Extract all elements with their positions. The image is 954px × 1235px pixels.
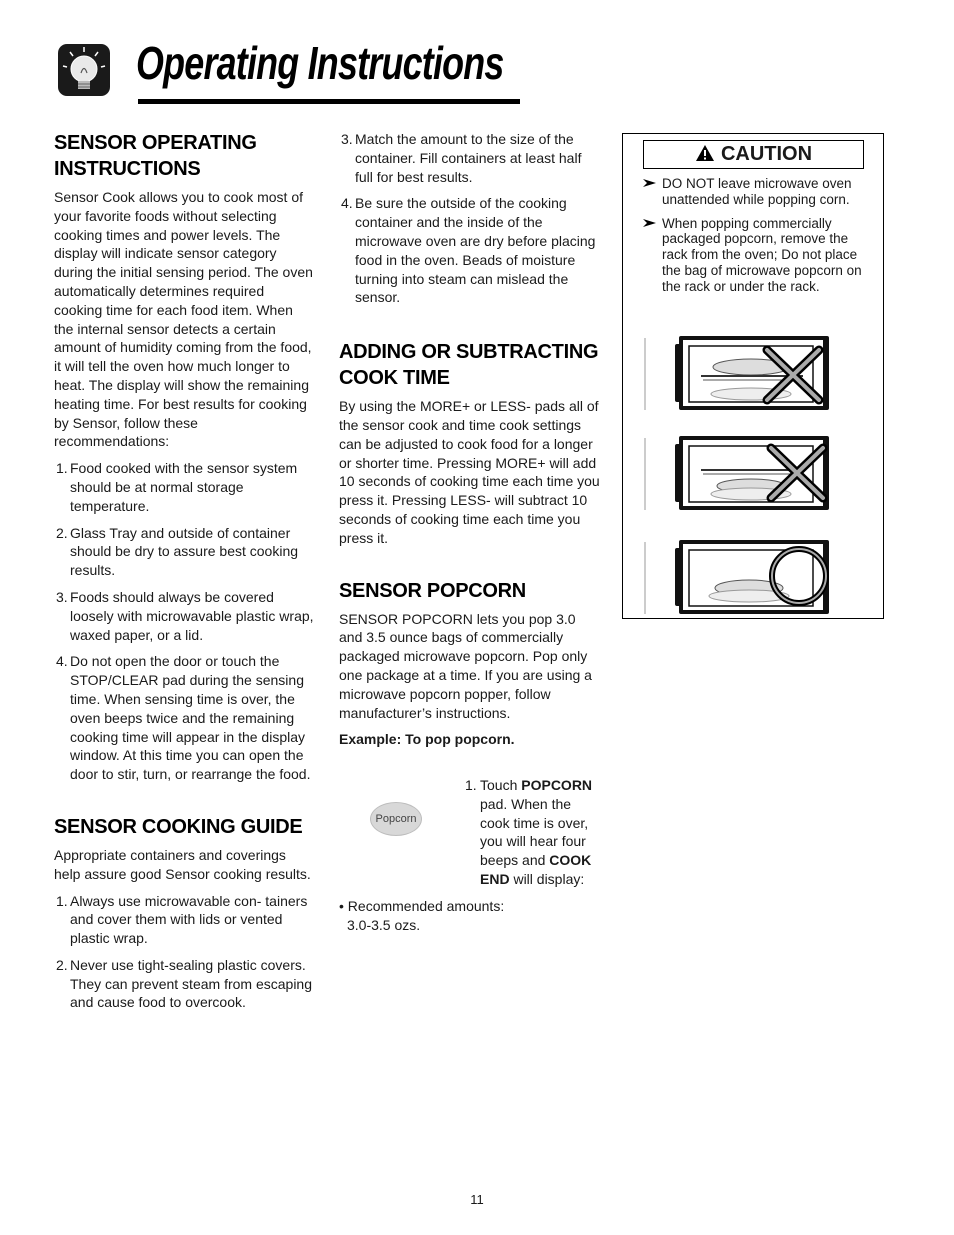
- oven-illustration-bag-on-rack: [643, 334, 833, 414]
- recommended-amounts: • Recommended amounts: 3.0-3.5 ozs.: [339, 898, 505, 933]
- arrow-icon: [643, 216, 657, 232]
- list-item: 4. Be sure the outside of the cooking container and the inside of the microwave oven are dry before placing food in the oven. Beads of moisture turning into steam can mislead the sensor.: [341, 195, 596, 306]
- list-item: 1. Food cooked with the sensor system should be at normal storage temperature.: [56, 460, 298, 514]
- list-item: 3. Foods should always be covered loosely with microwavable plastic wrap, waxed paper, or a lid.: [56, 588, 314, 643]
- lightbulb-icon: [56, 42, 112, 98]
- sensor-guide-steps-continued: [339, 130, 601, 307]
- popcorn-example-label: Example: To pop popcorn.: [339, 731, 515, 748]
- oven-illustration-correct-placement: [643, 538, 833, 618]
- page-title: Operating Instructions: [136, 37, 504, 89]
- adding-body: By using the MORE+ or LESS- pads all of the sensor cook and time cook settings can be adjusted to cook food for a longer or shorter time. Pressing MORE+ will add 10 seconds of cooking time each time you press it. Pressing LESS- will subtract 10 seconds of cooking time each time you press it.: [339, 398, 600, 546]
- popcorn-step: 1. Touch POPCORN pad. When the cook time is over, you will hear four beeps and COOK END will display:: [465, 777, 593, 887]
- list-item: 2. Never use tight-sealing plastic covers. They can prevent steam from escaping and cause food to overcook.: [56, 956, 313, 1011]
- caution-panel: [622, 133, 884, 619]
- sensor-guide-steps: [54, 892, 316, 1013]
- section-heading-popcorn: SENSOR POPCORN: [339, 579, 526, 602]
- arrow-icon: [643, 176, 657, 192]
- caution-heading: CAUTION: [643, 140, 864, 169]
- list-item: DO NOT leave microwave oven unattended while popping corn.: [643, 176, 875, 208]
- caution-list: [643, 176, 875, 303]
- list-item: 1. Always use microwavable con- tainers and cover them with lids or vented plastic wrap.: [56, 892, 308, 947]
- popcorn-pad-button[interactable]: Popcorn: [370, 802, 422, 836]
- oven-illustration-bag-under-rack: [643, 434, 833, 514]
- list-item: When popping commercially packaged popcorn, remove the rack from the oven; Do not place the bag of microwave popcorn on the rack or under the rack.: [643, 216, 875, 295]
- sensor-guide-intro: Appropriate containers and coverings help assure good Sensor cooking results.: [54, 846, 311, 882]
- list-item: 3. Match the amount to the size of the container. Fill containers at least half full for best results.: [341, 131, 582, 185]
- warning-icon: [695, 143, 715, 170]
- section-heading-sensor-guide: SENSOR COOKING GUIDE: [54, 815, 303, 838]
- column-left: [54, 130, 316, 1020]
- title-rule: [138, 99, 520, 104]
- popcorn-body: SENSOR POPCORN lets you pop 3.0 and 3.5 ounce bags of commercially packaged microwave popcorn. Pop only one package at a time. If you are using a microwave popcorn popper, follow manufacturer’s instructions.: [339, 610, 592, 721]
- section-heading-adding: ADDING OR SUBTRACTING COOK TIME: [339, 341, 599, 390]
- list-item: 2. Glass Tray and outside of container should be dry to assure best cooking results.: [56, 524, 299, 579]
- page-number: 11: [470, 1192, 484, 1207]
- list-item: 4. Do not open the door or touch the STOP/CLEAR pad during the sensing time. When sensing time is over, the oven beeps twice and the remaining cooking time will appear in the display window. At this time you can open the door to stir, turn, or rearrange the food.: [56, 653, 311, 783]
- sensor-operating-steps: [54, 459, 316, 784]
- column-middle: [339, 130, 601, 749]
- sensor-operating-intro: Sensor Cook allows you to cook most of your favorite foods without selecting cooking times and power levels. The display will indicate sensor category during the initial sensing period. The oven automatically determines required cooking time for each food item. When the internal sensor detects a certain amount of humidity coming from the food, it will tell the oven how much longer to heat. The display will show the remaining heating time. For best results for cooking by Sensor, follow these recommendations:: [54, 189, 313, 450]
- section-heading-sensor-operating: SENSOR OPERATING INSTRUCTIONS: [54, 132, 257, 180]
